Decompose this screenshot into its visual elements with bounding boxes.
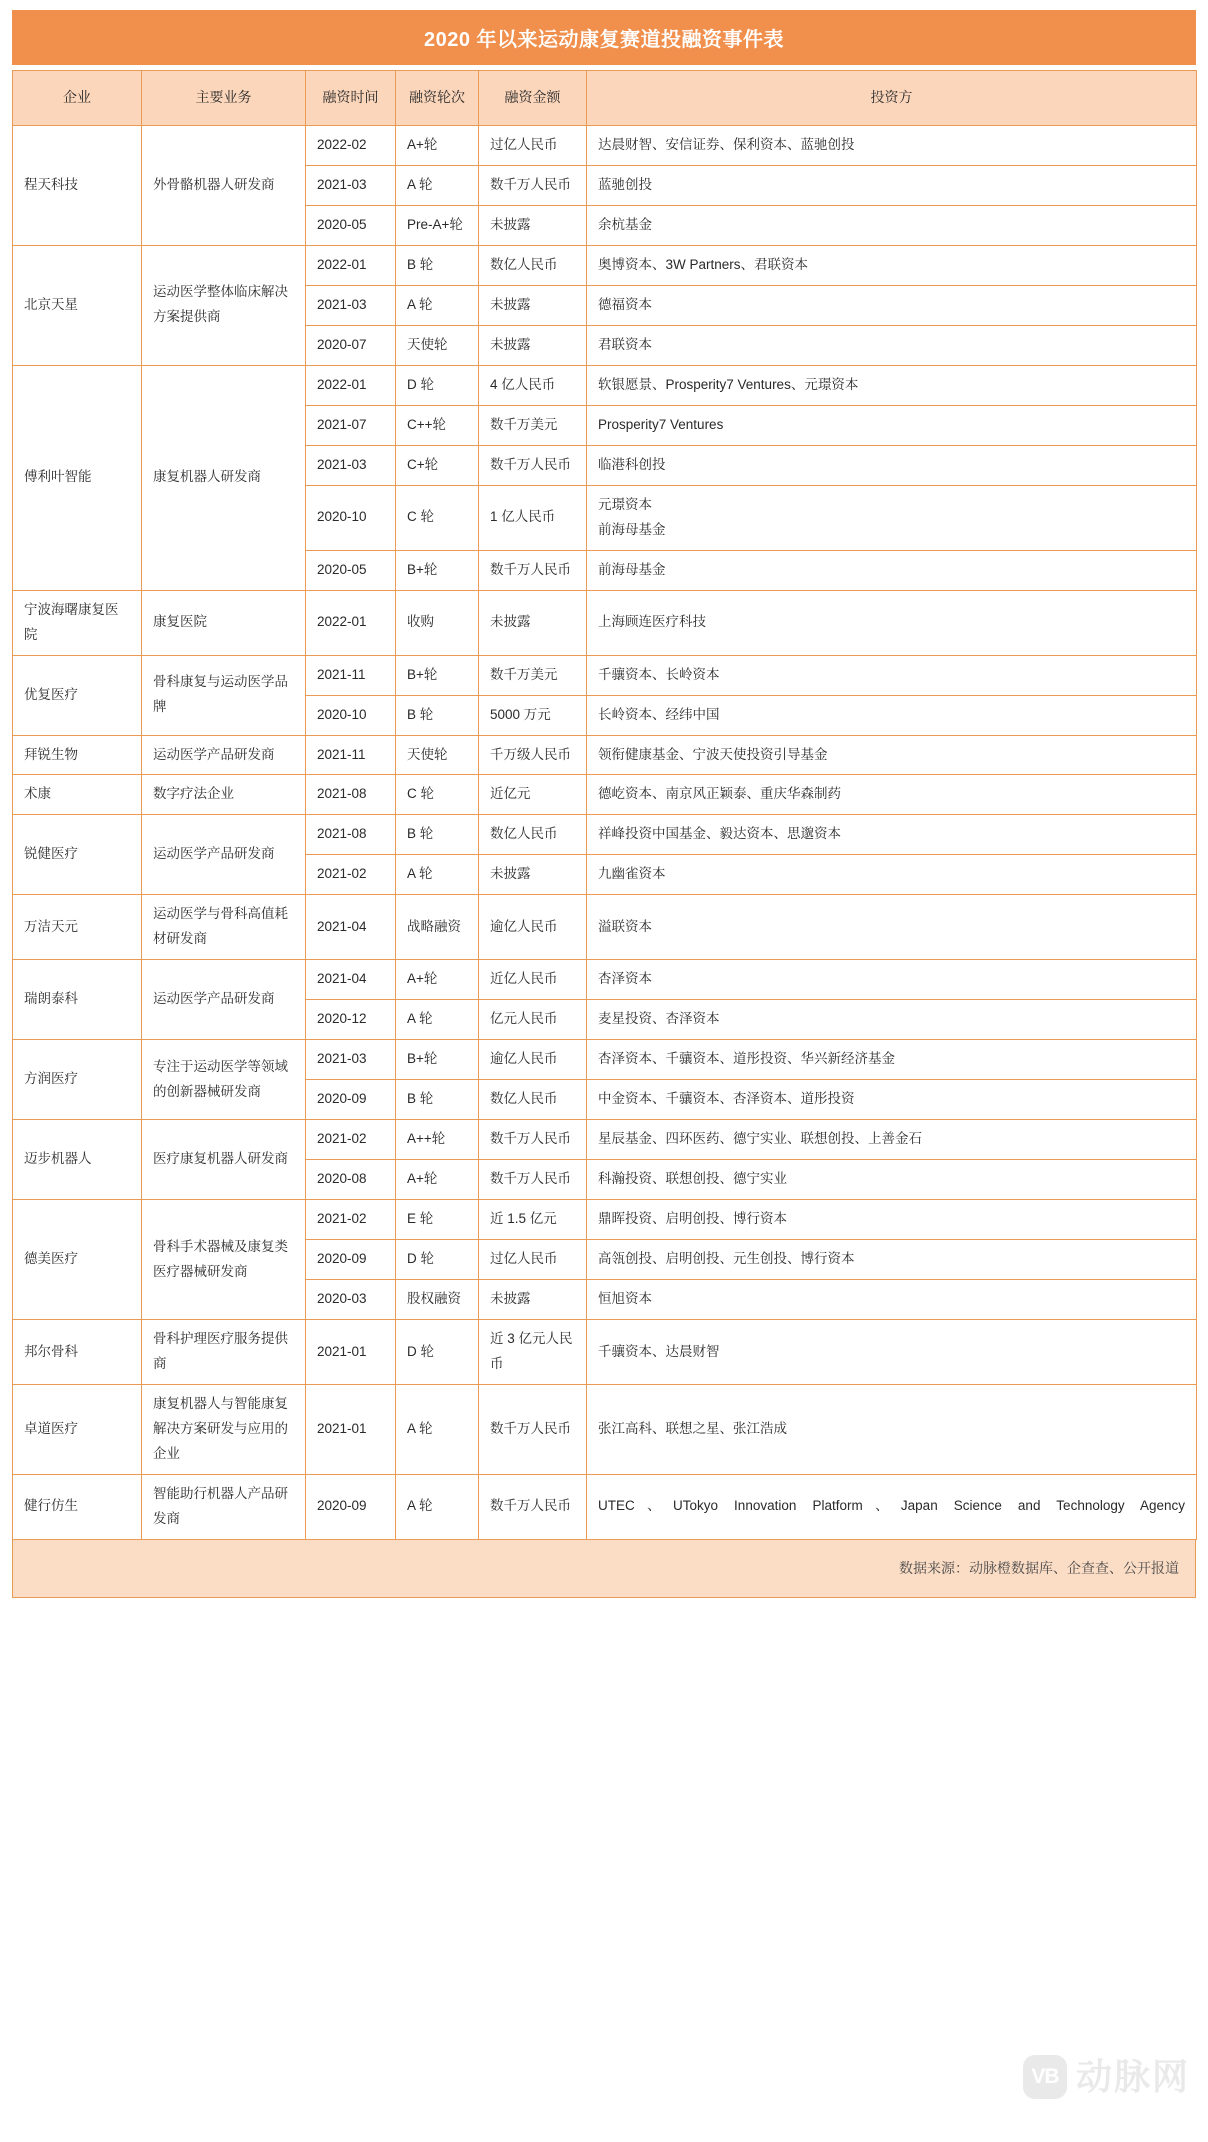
cell-investors: UTEC、UTokyo Innovation Platform、Japan Science and Technology Agency — [587, 1474, 1197, 1539]
cell-investors: 杏泽资本、千骧资本、道彤投资、华兴新经济基金 — [587, 1040, 1197, 1080]
table-body — [13, 126, 1197, 1540]
cell-financing-date: 2021-02 — [306, 1120, 396, 1160]
table-row — [13, 1200, 1197, 1240]
cell-financing-amount: 数千万美元 — [479, 655, 587, 695]
cell-financing-amount: 过亿人民币 — [479, 126, 587, 166]
cell-investors — [587, 485, 1197, 550]
cell-investors: 德屹资本、南京风正颖泰、重庆华森制药 — [587, 775, 1197, 815]
cell-investors: 前海母基金 — [587, 550, 1197, 590]
cell-investors: 达晨财智、安信证券、保利资本、蓝驰创投 — [587, 126, 1197, 166]
cell-investors: 余杭基金 — [587, 205, 1197, 245]
financing-events-table — [12, 70, 1197, 1540]
cell-financing-date: 2021-04 — [306, 960, 396, 1000]
cell-financing-round: D 轮 — [396, 365, 479, 405]
cell-investors: 高瓴创投、启明创投、元生创投、博行资本 — [587, 1240, 1197, 1280]
cell-financing-amount: 近亿元 — [479, 775, 587, 815]
cell-financing-round: Pre-A+轮 — [396, 205, 479, 245]
cell-financing-date: 2020-05 — [306, 550, 396, 590]
cell-financing-date: 2021-01 — [306, 1384, 396, 1474]
cell-financing-round: C++轮 — [396, 405, 479, 445]
table-row — [13, 590, 1197, 655]
cell-investors: 软银愿景、Prosperity7 Ventures、元璟资本 — [587, 365, 1197, 405]
cell-company: 健行仿生 — [13, 1474, 142, 1539]
cell-financing-date: 2020-07 — [306, 325, 396, 365]
cell-investors: 领衔健康基金、宁波天使投资引导基金 — [587, 735, 1197, 775]
cell-company: 卓道医疗 — [13, 1384, 142, 1474]
table-row — [13, 1120, 1197, 1160]
cell-company: 邦尔骨科 — [13, 1320, 142, 1385]
cell-business: 运动医学产品研发商 — [142, 815, 306, 895]
cell-business: 专注于运动医学等领域的创新器械研发商 — [142, 1040, 306, 1120]
cell-business: 康复机器人研发商 — [142, 365, 306, 590]
cell-business: 数字疗法企业 — [142, 775, 306, 815]
cell-investors: 杏泽资本 — [587, 960, 1197, 1000]
cell-business: 运动医学产品研发商 — [142, 735, 306, 775]
cell-financing-date: 2021-11 — [306, 735, 396, 775]
cell-financing-round: 天使轮 — [396, 325, 479, 365]
cell-investors: 德福资本 — [587, 285, 1197, 325]
cell-financing-date: 2020-10 — [306, 485, 396, 550]
cell-financing-date: 2022-01 — [306, 590, 396, 655]
cell-financing-date: 2021-07 — [306, 405, 396, 445]
cell-financing-amount: 未披露 — [479, 325, 587, 365]
column-header-amount: 融资金额 — [479, 71, 587, 126]
cell-financing-date: 2020-08 — [306, 1160, 396, 1200]
cell-financing-amount: 数亿人民币 — [479, 1080, 587, 1120]
cell-business: 智能助行机器人产品研发商 — [142, 1474, 306, 1539]
cell-company: 宁波海曙康复医院 — [13, 590, 142, 655]
table-row — [13, 1040, 1197, 1080]
cell-company: 迈步机器人 — [13, 1120, 142, 1200]
cell-financing-round: D 轮 — [396, 1240, 479, 1280]
column-header-date: 融资时间 — [306, 71, 396, 126]
cell-financing-round: C 轮 — [396, 485, 479, 550]
cell-financing-amount: 数千万人民币 — [479, 1384, 587, 1474]
table-row — [13, 895, 1197, 960]
cell-investors: 千骧资本、长岭资本 — [587, 655, 1197, 695]
table-row — [13, 365, 1197, 405]
cell-financing-date: 2021-03 — [306, 165, 396, 205]
cell-investors: 君联资本 — [587, 325, 1197, 365]
cell-company: 优复医疗 — [13, 655, 142, 735]
cell-financing-date: 2021-11 — [306, 655, 396, 695]
cell-investors: 鼎晖投资、启明创投、博行资本 — [587, 1200, 1197, 1240]
cell-financing-amount: 逾亿人民币 — [479, 1040, 587, 1080]
cell-financing-date: 2021-02 — [306, 855, 396, 895]
table-row — [13, 1474, 1197, 1539]
table-row — [13, 1384, 1197, 1474]
cell-investors: 上海顾连医疗科技 — [587, 590, 1197, 655]
cell-financing-round: B 轮 — [396, 815, 479, 855]
cell-financing-round: A 轮 — [396, 1000, 479, 1040]
cell-business: 运动医学与骨科高值耗材研发商 — [142, 895, 306, 960]
page-title: 2020 年以来运动康复赛道投融资事件表 — [423, 29, 785, 51]
table-row — [13, 815, 1197, 855]
cell-company: 北京天星 — [13, 245, 142, 365]
watermark — [1023, 2055, 1190, 2099]
cell-business: 康复机器人与智能康复解决方案研发与应用的企业 — [142, 1384, 306, 1474]
cell-financing-amount: 数亿人民币 — [479, 815, 587, 855]
footer-bar — [12, 1540, 1196, 1598]
cell-financing-round: E 轮 — [396, 1200, 479, 1240]
cell-financing-date: 2020-03 — [306, 1280, 396, 1320]
cell-financing-round: A 轮 — [396, 855, 479, 895]
investor-line: 元璟资本 — [598, 496, 652, 512]
cell-investors: 中金资本、千骧资本、杏泽资本、道彤投资 — [587, 1080, 1197, 1120]
column-header-business: 主要业务 — [142, 71, 306, 126]
cell-financing-amount: 4 亿人民币 — [479, 365, 587, 405]
table-row — [13, 735, 1197, 775]
cell-financing-amount: 数千万人民币 — [479, 550, 587, 590]
cell-business: 骨科康复与运动医学品牌 — [142, 655, 306, 735]
cell-financing-date: 2021-04 — [306, 895, 396, 960]
cell-financing-round: D 轮 — [396, 1320, 479, 1385]
cell-financing-round: A+轮 — [396, 960, 479, 1000]
cell-financing-round: C+轮 — [396, 445, 479, 485]
cell-investors: 蓝驰创投 — [587, 165, 1197, 205]
cell-financing-amount: 过亿人民币 — [479, 1240, 587, 1280]
cell-company: 瑞朗泰科 — [13, 960, 142, 1040]
cell-financing-round: B 轮 — [396, 245, 479, 285]
table-row — [13, 126, 1197, 166]
cell-financing-date: 2021-02 — [306, 1200, 396, 1240]
cell-investors: 临港科创投 — [587, 445, 1197, 485]
cell-financing-amount: 近 1.5 亿元 — [479, 1200, 587, 1240]
cell-financing-date: 2021-03 — [306, 285, 396, 325]
cell-financing-date: 2021-08 — [306, 815, 396, 855]
table-row — [13, 960, 1197, 1000]
cell-financing-amount: 未披露 — [479, 855, 587, 895]
cell-investors: 长岭资本、经纬中国 — [587, 695, 1197, 735]
cell-financing-amount: 数亿人民币 — [479, 245, 587, 285]
cell-financing-amount: 数千万人民币 — [479, 1474, 587, 1539]
cell-financing-date: 2020-09 — [306, 1080, 396, 1120]
cell-financing-date: 2020-10 — [306, 695, 396, 735]
cell-financing-amount: 近 3 亿元人民币 — [479, 1320, 587, 1385]
cell-investors: 祥峰投资中国基金、毅达资本、思邈资本 — [587, 815, 1197, 855]
cell-financing-round: 战略融资 — [396, 895, 479, 960]
cell-company: 术康 — [13, 775, 142, 815]
cell-financing-round: A 轮 — [396, 165, 479, 205]
cell-financing-date: 2021-01 — [306, 1320, 396, 1385]
cell-financing-date: 2021-08 — [306, 775, 396, 815]
cell-financing-amount: 亿元人民币 — [479, 1000, 587, 1040]
investor-line: 前海母基金 — [598, 521, 666, 537]
title-bar — [12, 10, 1196, 65]
cell-business: 运动医学产品研发商 — [142, 960, 306, 1040]
cell-financing-date: 2022-02 — [306, 126, 396, 166]
cell-financing-round: B 轮 — [396, 695, 479, 735]
cell-financing-date: 2021-03 — [306, 1040, 396, 1080]
cell-company: 傅利叶智能 — [13, 365, 142, 590]
cell-financing-amount: 未披露 — [479, 590, 587, 655]
vb-logo-icon: VB — [1023, 2055, 1067, 2099]
cell-company: 拜锐生物 — [13, 735, 142, 775]
cell-financing-amount: 数千万人民币 — [479, 165, 587, 205]
cell-company: 程天科技 — [13, 126, 142, 246]
cell-financing-date: 2020-12 — [306, 1000, 396, 1040]
column-header-company: 企业 — [13, 71, 142, 126]
cell-financing-amount: 千万级人民币 — [479, 735, 587, 775]
cell-investors: 科瀚投资、联想创投、德宁实业 — [587, 1160, 1197, 1200]
cell-financing-date: 2020-05 — [306, 205, 396, 245]
table-row — [13, 775, 1197, 815]
cell-investors: 千骧资本、达晨财智 — [587, 1320, 1197, 1385]
cell-financing-amount: 数千万人民币 — [479, 1120, 587, 1160]
cell-investors: 麦星投资、杏泽资本 — [587, 1000, 1197, 1040]
cell-financing-round: A+轮 — [396, 1160, 479, 1200]
cell-financing-round: B+轮 — [396, 1040, 479, 1080]
cell-financing-amount: 数千万美元 — [479, 405, 587, 445]
cell-company: 德美医疗 — [13, 1200, 142, 1320]
cell-investors: 溢联资本 — [587, 895, 1197, 960]
cell-financing-round: A++轮 — [396, 1120, 479, 1160]
cell-financing-amount: 未披露 — [479, 205, 587, 245]
cell-financing-amount: 1 亿人民币 — [479, 485, 587, 550]
cell-financing-round: C 轮 — [396, 775, 479, 815]
cell-financing-round: B+轮 — [396, 655, 479, 695]
cell-company: 万洁天元 — [13, 895, 142, 960]
cell-financing-amount: 数千万人民币 — [479, 445, 587, 485]
cell-investors: 星辰基金、四环医药、德宁实业、联想创投、上善金石 — [587, 1120, 1197, 1160]
column-header-round: 融资轮次 — [396, 71, 479, 126]
data-source-note: 数据来源：动脉橙数据库、企查查、公开报道 — [899, 1562, 1179, 1578]
cell-financing-date: 2021-03 — [306, 445, 396, 485]
cell-investors: Prosperity7 Ventures — [587, 405, 1197, 445]
cell-financing-date: 2022-01 — [306, 245, 396, 285]
cell-financing-round: A 轮 — [396, 1384, 479, 1474]
cell-company: 方润医疗 — [13, 1040, 142, 1120]
cell-business: 康复医院 — [142, 590, 306, 655]
cell-investors: 九幽雀资本 — [587, 855, 1197, 895]
table-row — [13, 1320, 1197, 1385]
cell-financing-amount: 5000 万元 — [479, 695, 587, 735]
cell-financing-date: 2022-01 — [306, 365, 396, 405]
table-header — [13, 71, 1197, 126]
cell-investors: 张江高科、联想之星、张江浩成 — [587, 1384, 1197, 1474]
cell-financing-round: B 轮 — [396, 1080, 479, 1120]
cell-business: 运动医学整体临床解决方案提供商 — [142, 245, 306, 365]
cell-financing-round: 收购 — [396, 590, 479, 655]
cell-financing-round: 股权融资 — [396, 1280, 479, 1320]
cell-financing-amount: 未披露 — [479, 285, 587, 325]
cell-investors: 奥博资本、3W Partners、君联资本 — [587, 245, 1197, 285]
watermark-text: 动脉网 — [1075, 2056, 1190, 2097]
cell-business: 外骨骼机器人研发商 — [142, 126, 306, 246]
cell-financing-date: 2020-09 — [306, 1474, 396, 1539]
cell-business: 骨科手术器械及康复类医疗器械研发商 — [142, 1200, 306, 1320]
cell-company: 锐健医疗 — [13, 815, 142, 895]
cell-financing-round: 天使轮 — [396, 735, 479, 775]
cell-business: 骨科护理医疗服务提供商 — [142, 1320, 306, 1385]
cell-financing-round: A 轮 — [396, 285, 479, 325]
table-header-row — [13, 71, 1197, 126]
cell-financing-amount: 逾亿人民币 — [479, 895, 587, 960]
cell-investors: 恒旭资本 — [587, 1280, 1197, 1320]
cell-financing-round: B+轮 — [396, 550, 479, 590]
cell-financing-amount: 未披露 — [479, 1280, 587, 1320]
table-row — [13, 655, 1197, 695]
cell-financing-amount: 近亿人民币 — [479, 960, 587, 1000]
cell-financing-amount: 数千万人民币 — [479, 1160, 587, 1200]
table-row — [13, 245, 1197, 285]
cell-financing-round: A+轮 — [396, 126, 479, 166]
cell-financing-round: A 轮 — [396, 1474, 479, 1539]
cell-business: 医疗康复机器人研发商 — [142, 1120, 306, 1200]
cell-financing-date: 2020-09 — [306, 1240, 396, 1280]
column-header-investor: 投资方 — [587, 71, 1197, 126]
